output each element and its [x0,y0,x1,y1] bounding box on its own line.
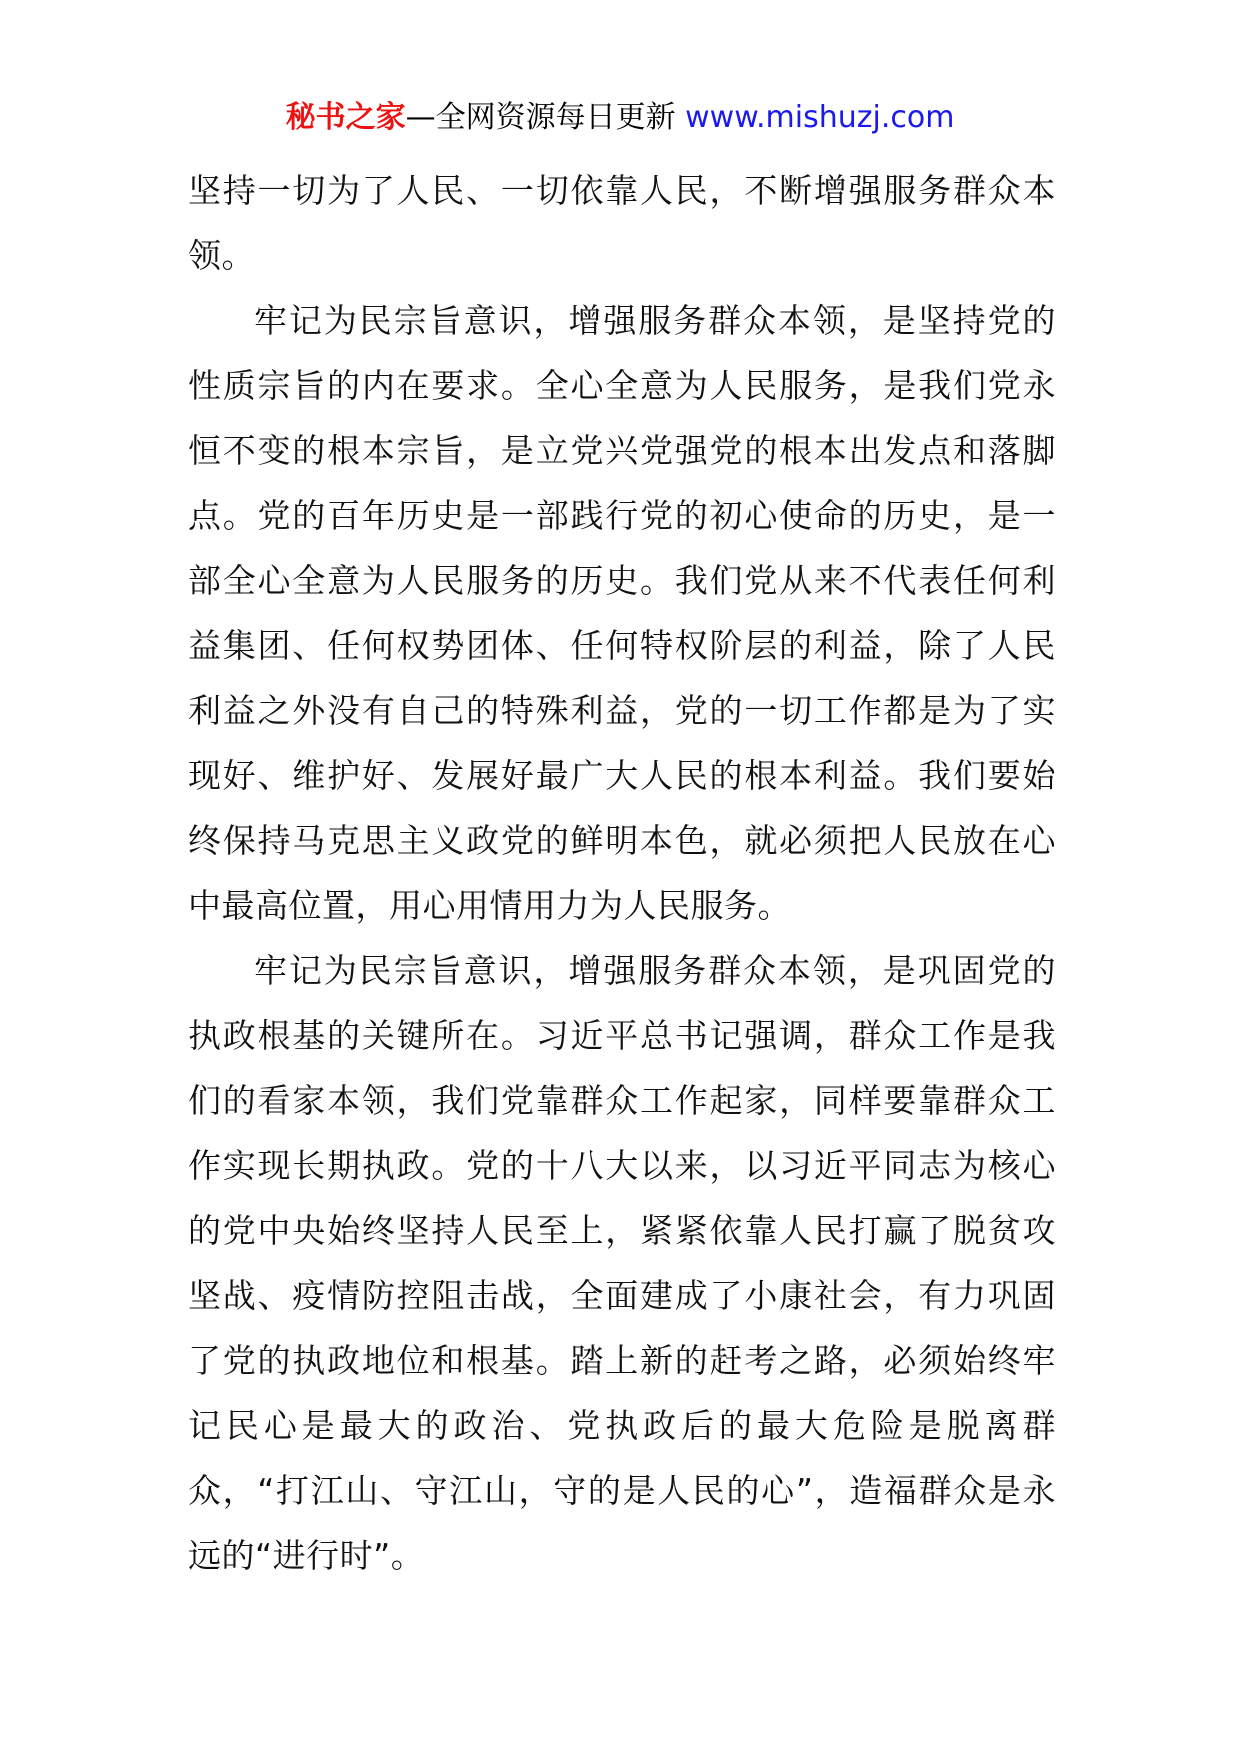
paragraph: 牢记为民宗旨意识，增强服务群众本领，是坚持党的性质宗旨的内在要求。全心全意为人民服务，是我们党永恒不变的根本宗旨，是立党兴党强党的根本出发点和落脚点。党的百年历史是一部践行党的初心使命的历史，是一部全心全意为人民服务的历史。我们党从来不代表任何利益集团、任何权势团体、任何特权阶层的利益，除了人民利益之外没有自己的特殊利益，党的一切工作都是为了实现好、维护好、发展好最广大人民的根本利益。我们要始终保持马克思主义政党的鲜明本色，就必须把人民放在心中最高位置，用心用情用力为人民服务。 [188,301,1056,925]
page-header [0,98,1240,138]
paragraph-continuation: 坚持一切为了人民、一切依靠人民，不断增强服务群众本领。 [188,171,1056,275]
paragraph: 牢记为民宗旨意识，增强服务群众本领，是巩固党的执政根基的关键所在。习近平总书记强调，群众工作是我们的看家本领，我们党靠群众工作起家，同样要靠群众工作实现长期执政。党的十八大以来，以习近平同志为核心的党中央始终坚持人民至上，紧紧依靠人民打赢了脱贫攻坚战、疫情防控阻击战，全面建成了小康社会，有力巩固了党的执政地位和根基。踏上新的赶考之路，必须始终牢记民心是最大的政治、党执政后的最大危险是脱离群众，“打江山、守江山，守的是人民的心”，造福群众是永远的“进行时”。 [188,951,1056,1575]
site-tagline: —全网资源每日更新 [405,100,686,135]
site-brand: 秘书之家 [285,100,406,135]
document-body [188,158,1056,1588]
site-url-link[interactable]: www.mishuzj.com [685,100,955,135]
